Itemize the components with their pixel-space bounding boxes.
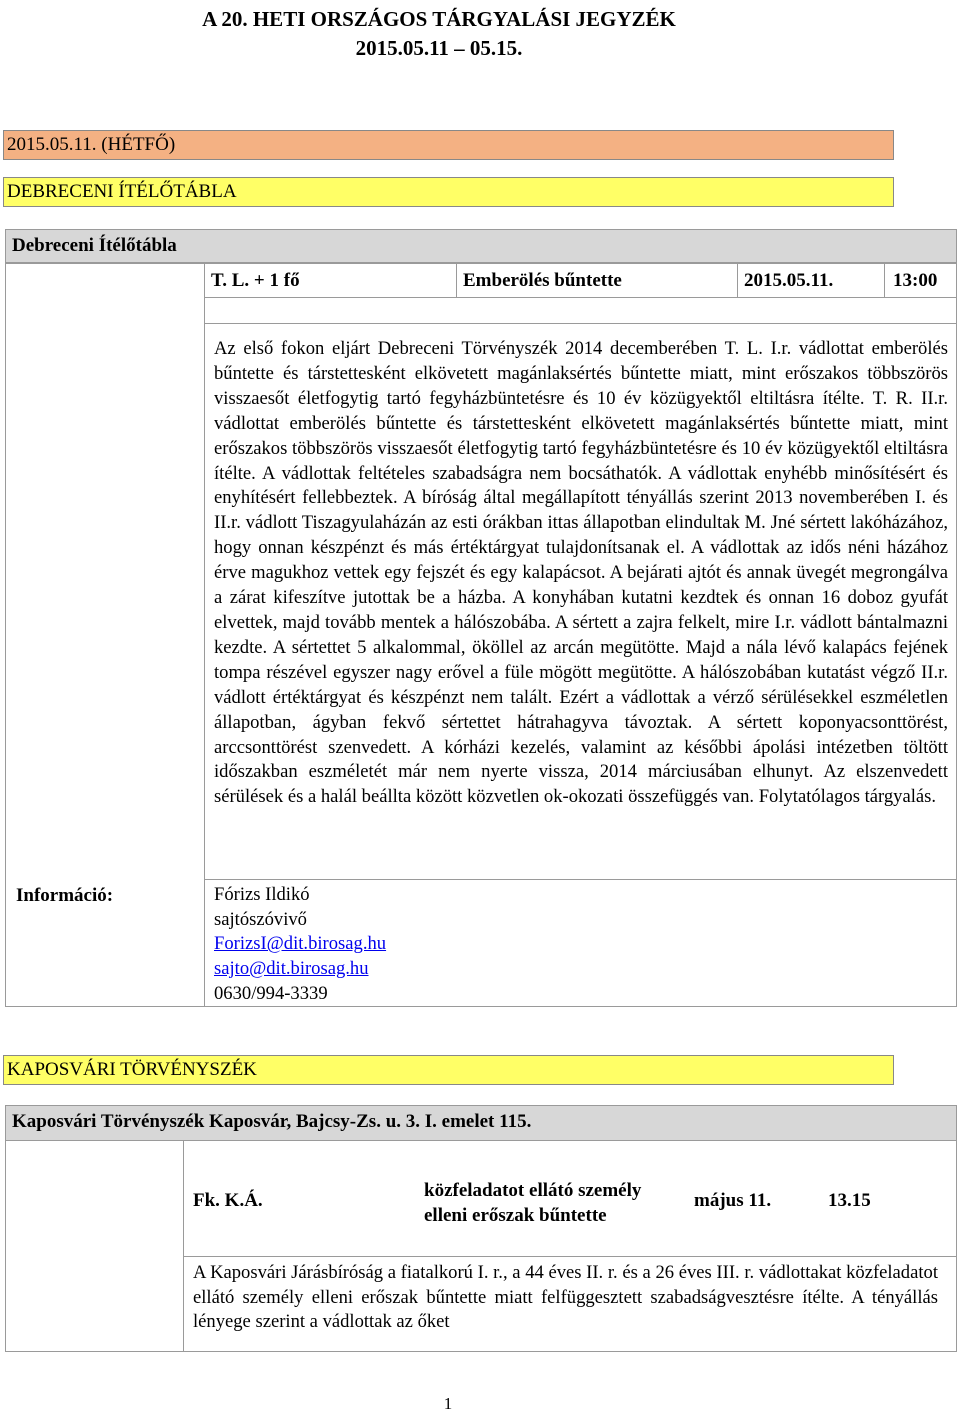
venue-row-debrecen: Debreceni Ítélőtábla	[5, 229, 957, 263]
contact-block	[214, 883, 934, 1007]
case-defendants: T. L. + 1 fő	[204, 263, 457, 298]
case-date-kaposvar: május 11.	[694, 1190, 772, 1211]
case-crime-kaposvar: közfeladatot ellátó személy elleni erőszak bűntette	[424, 1180, 642, 1226]
case-crime: Emberölés bűntette	[456, 263, 738, 298]
day-header: 2015.05.11. (HÉTFŐ)	[3, 130, 894, 160]
case-description: Az első fokon eljárt Debreceni Törvényszék 2014 decemberében T. L. I.r. vádlottat emberölés bűntette és társtettesként elkövetett magánlaksértés bűntette miatt, mint erőszakos többszörös visszaesőt életfogytig tartó fegyházbüntetésre és 10 év közügyektől eltiltásra ítélte. T. R. II.r. vádlottat emberölés bűntette és társtettesként elkövetett magánlaksértés bűntette miatt, mint erőszakos többszörös visszaesőt életfogytig tartó fegyházbüntetésre és 10 év közügyektől eltiltásra ítélte. A vádlottak feltételes szabadságra nem bocsáthatók. A vádlottak enyhébb minősítésért és enyhítésért fellebbeztek. A bíróság által megállapított tényállás szerint 2013 novemberében I. és II.r. vádlott Tiszagyulaházán az esti órákban ittas állapotban elindultak M. Jné sértett lakóházához, hogy onnan készpénzt és más értéktárgyat tulajdonítsanak el. A vádlottak az idős néni házához érve magukhoz vettek egy fejszét és egy kalapácsot. A bejárati ajtót és annak üvegét megrongálva a zárat kifeszítve jutottak be a házba. A konyhában kutatni kezdtek és onnan 16 doboz gyufát elvettek, majd tovább mentek a hálószobába. A sértett a zajra felkelt, mire I.r. vádlott bántalmazni kezdte. A sértettet 5 alkalommal, ököllel az arcán megütötte. Majd a nála lévő kalapács fejének tompa részével egyszer nagy erővel a füle mögött megütötte. A hálószobában kutatást végző II.r. vádlott értéktárgyat és készpénzt nem talált. Ezért a vádlottak a vérző sérülésekkel eszméletlen állapotban, ágyban fekvő sértettet hátrahagyva távoztak. A sértett koponyacsonttörést, arccsonttörést szenvedett. A kórházi kezelés, valamint az későbbi ápolási intézetben töltött időszakban eszméletét már nem nyerte vissza, 2014 márciusában elhunyt. Az elszenvedett sérülések és a halál beállta között közvetlen ok-okozati összefüggés van. Folytatólagos tárgyalás.	[214, 338, 948, 808]
page-date-range: 2015.05.11 – 05.15.	[355, 36, 523, 60]
case-date: 2015.05.11.	[737, 263, 885, 298]
case-divider-kaposvar	[183, 1256, 957, 1257]
contact-email-link[interactable]: ForizsI@dit.birosag.hu	[214, 933, 387, 955]
page-title: A 20. HETI ORSZÁGOS TÁRGYALÁSI JEGYZÉK	[202, 7, 676, 31]
court-header-debrecen: DEBRECENI ÍTÉLŐTÁBLA	[3, 177, 894, 207]
spacer-row	[204, 297, 957, 324]
case-description-kaposvar: A Kaposvári Járásbíróság a fiatalkorú I. r., a 44 éves II. r. és a 26 éves III. r. vádlottakat közfeladatot ellátó személy elleni erőszak bűntette miatt felfüggesztett szabadságvesztésre ítélte. A tényállás lényege szerint a vádlottak az őket	[193, 1262, 938, 1333]
case-time-kaposvar: 13.15	[828, 1190, 871, 1211]
info-label: Információ:	[16, 885, 114, 906]
case-defendants-kaposvar: Fk. K.Á.	[193, 1190, 263, 1211]
contact-role: sajtószóvivő	[214, 908, 307, 930]
case-time: 13:00	[884, 263, 957, 298]
page-number: 1	[443, 1394, 453, 1413]
contact-name: Fórizs Ildikó	[214, 884, 310, 905]
press-email-link[interactable]: sajto@dit.birosag.hu	[214, 958, 369, 980]
court-header-kaposvar: KAPOSVÁRI TÖRVÉNYSZÉK	[3, 1055, 894, 1085]
contact-phone: 0630/994-3339	[214, 982, 328, 1004]
venue-row-kaposvar: Kaposvári Törvényszék Kaposvár, Bajcsy-Zs. u. 3. I. emelet 115.	[5, 1105, 957, 1141]
